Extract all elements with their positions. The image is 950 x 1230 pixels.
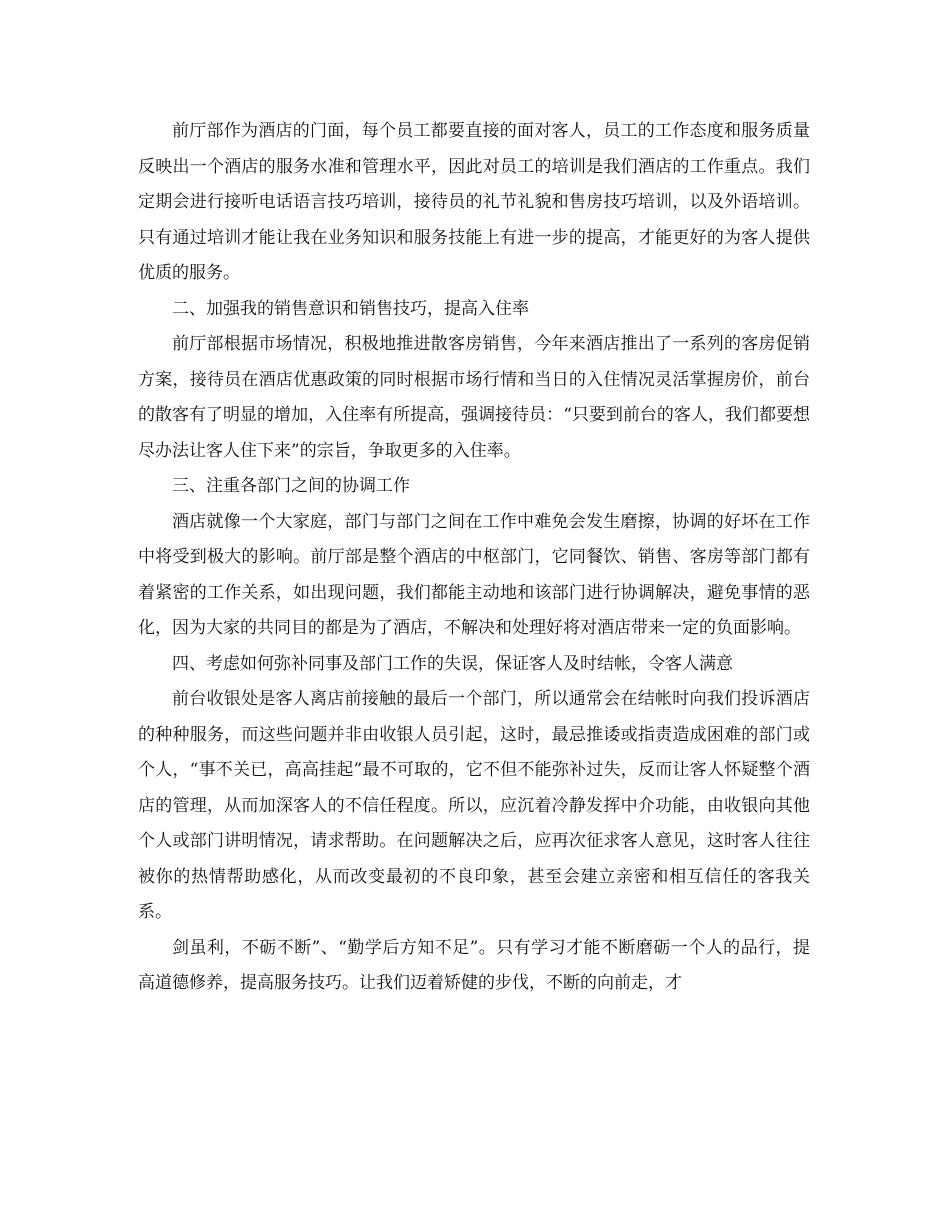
paragraph-sales: 前厅部根据市场情况，积极地推进散客房销售，今年来酒店推出了一系列的客房促销方案，接待员在酒店优惠政策的同时根据市场行情和当日的入住情况灵活掌握房价，前台的散客有了明显的增加，入住率有所提高，强调接待员：“只要到前台的客人，我们都要想尽办法让客人住下来”的宗旨，争取更多的入住率。 — [138, 334, 810, 461]
paragraph-coordination: 酒店就像一个大家庭，部门与部门之间在工作中难免会发生磨擦，协调的好坏在工作中将受到极大的影响。前厅部是整个酒店的中枢部门，它同餐饮、销售、客房等部门都有着紧密的工作关系，如出现问题，我们都能主动地和该部门进行协调解决，避免事情的恶化，因为大家的共同目的都是为了酒店，不解决和处理好将对酒店带来一定的负面影响。 — [138, 511, 810, 638]
paragraph-conclusion: 剑虽利，不砺不断”、“勤学后方知不足”。只有学习才能不断磨砺一个人的品行，提高道德修养，提高服务技巧。让我们迈着矫健的步伐，不断的向前走，才 — [138, 937, 810, 993]
paragraph-staff-training: 前厅部作为酒店的门面，每个员工都要直接的面对客人，员工的工作态度和服务质量反映出一个酒店的服务水准和管理水平，因此对员工的培训是我们酒店的工作重点。我们定期会进行接听电话语言技巧培训，接待员的礼节礼貌和售房技巧培训，以及外语培训。只有通过培训才能让我在业务知识和服务技能上有进一步的提高，才能更好的为客人提供优质的服务。 — [138, 121, 810, 283]
paragraph-checkout: 前台收银处是客人离店前接触的最后一个部门，所以通常会在结帐时向我们投诉酒店的种种服务，而这些问题并非由收银人员引起，这时，最忌推诿或指责造成困难的部门或个人，“事不关已，高高挂起”最不可取的，它不但不能弥补过失，反而让客人怀疑整个酒店的管理，从而加深客人的不信任程度。所以，应沉着冷静发挥中介功能，由收银向其他个人或部门讲明情况，请求帮助。在问题解决之后，应再次征求客人意见，这时客人往往被你的热情帮助感化，从而改变最初的不良印象，甚至会建立亲密和相互信任的客我关系。 — [138, 689, 810, 922]
section-heading-checkout: 四、考虑如何弥补同事及部门工作的失误，保证客人及时结帐，令客人满意 — [172, 653, 733, 674]
document-body — [138, 114, 810, 1002]
section-heading-sales: 二、加强我的销售意识和销售技巧，提高入住率 — [172, 298, 529, 319]
section-heading-coordination: 三、注重各部门之间的协调工作 — [172, 476, 410, 496]
